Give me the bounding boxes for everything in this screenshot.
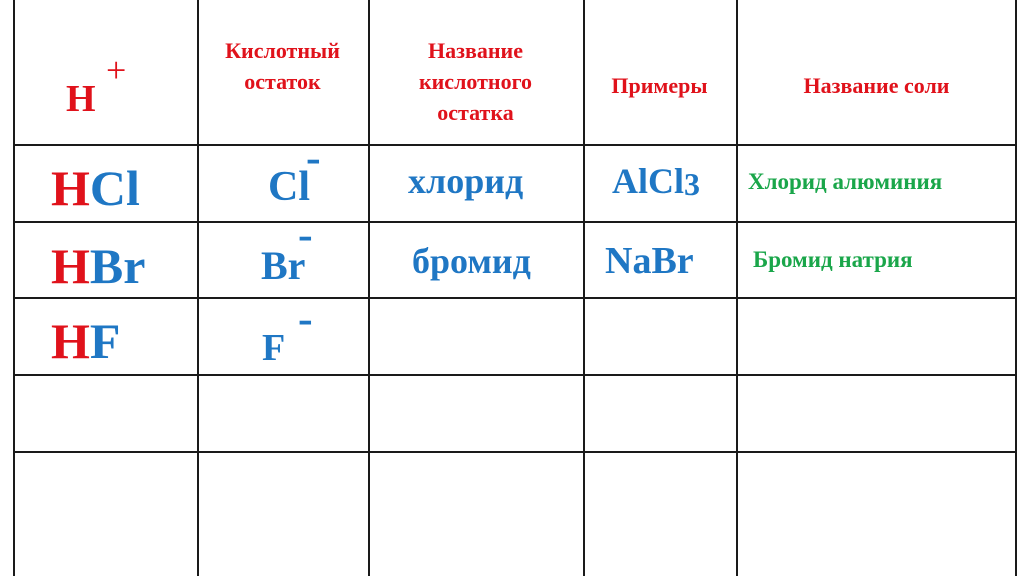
residue: Br — [261, 243, 306, 288]
residue-name: бромид — [412, 241, 531, 281]
header-ion-base: H — [66, 78, 96, 120]
header-acid-residue — [197, 35, 368, 97]
acid-rest: F — [89, 313, 121, 369]
grid-line-v — [13, 0, 15, 576]
acid-formula — [51, 160, 140, 216]
header-ion — [66, 80, 96, 118]
grid-line-h — [13, 451, 1017, 453]
residue: F — [262, 327, 286, 369]
example-main: AlCl — [612, 161, 684, 201]
header-line: Название — [428, 38, 523, 63]
grid-line-h — [13, 297, 1017, 299]
acid-formula — [51, 313, 121, 369]
header-salt-name: Название соли — [803, 73, 950, 98]
grid-line-h — [13, 221, 1017, 223]
header-line: кислотного — [418, 69, 533, 94]
residue-name: хлорид — [408, 161, 524, 201]
header-examples: Примеры — [611, 73, 708, 98]
example-subscript: 3 — [684, 166, 700, 202]
residue-charge: - — [306, 133, 321, 182]
header-line: остаток — [244, 69, 321, 94]
salt-name: Бромид натрия — [753, 247, 913, 272]
residue-charge: - — [298, 210, 313, 259]
acid-hydrogen: H — [51, 238, 90, 294]
example-salt — [612, 163, 700, 200]
acid-formula — [51, 238, 146, 294]
header-residue-name — [368, 35, 583, 128]
residue: Cl — [268, 164, 310, 210]
grid-line-h — [13, 144, 1017, 146]
header-ion-charge: + — [106, 50, 127, 90]
acid-rest: Br — [89, 238, 146, 294]
header-line: Кислотный — [225, 38, 340, 63]
example-salt: NaBr — [605, 240, 694, 282]
residue-charge: - — [298, 294, 313, 343]
acid-hydrogen: H — [51, 160, 90, 216]
acid-rest: Cl — [89, 160, 140, 216]
salt-name: Хлорид алюминия — [748, 169, 943, 194]
acid-hydrogen: H — [51, 313, 90, 369]
header-line: остатка — [437, 100, 514, 125]
grid-line-h — [13, 374, 1017, 376]
